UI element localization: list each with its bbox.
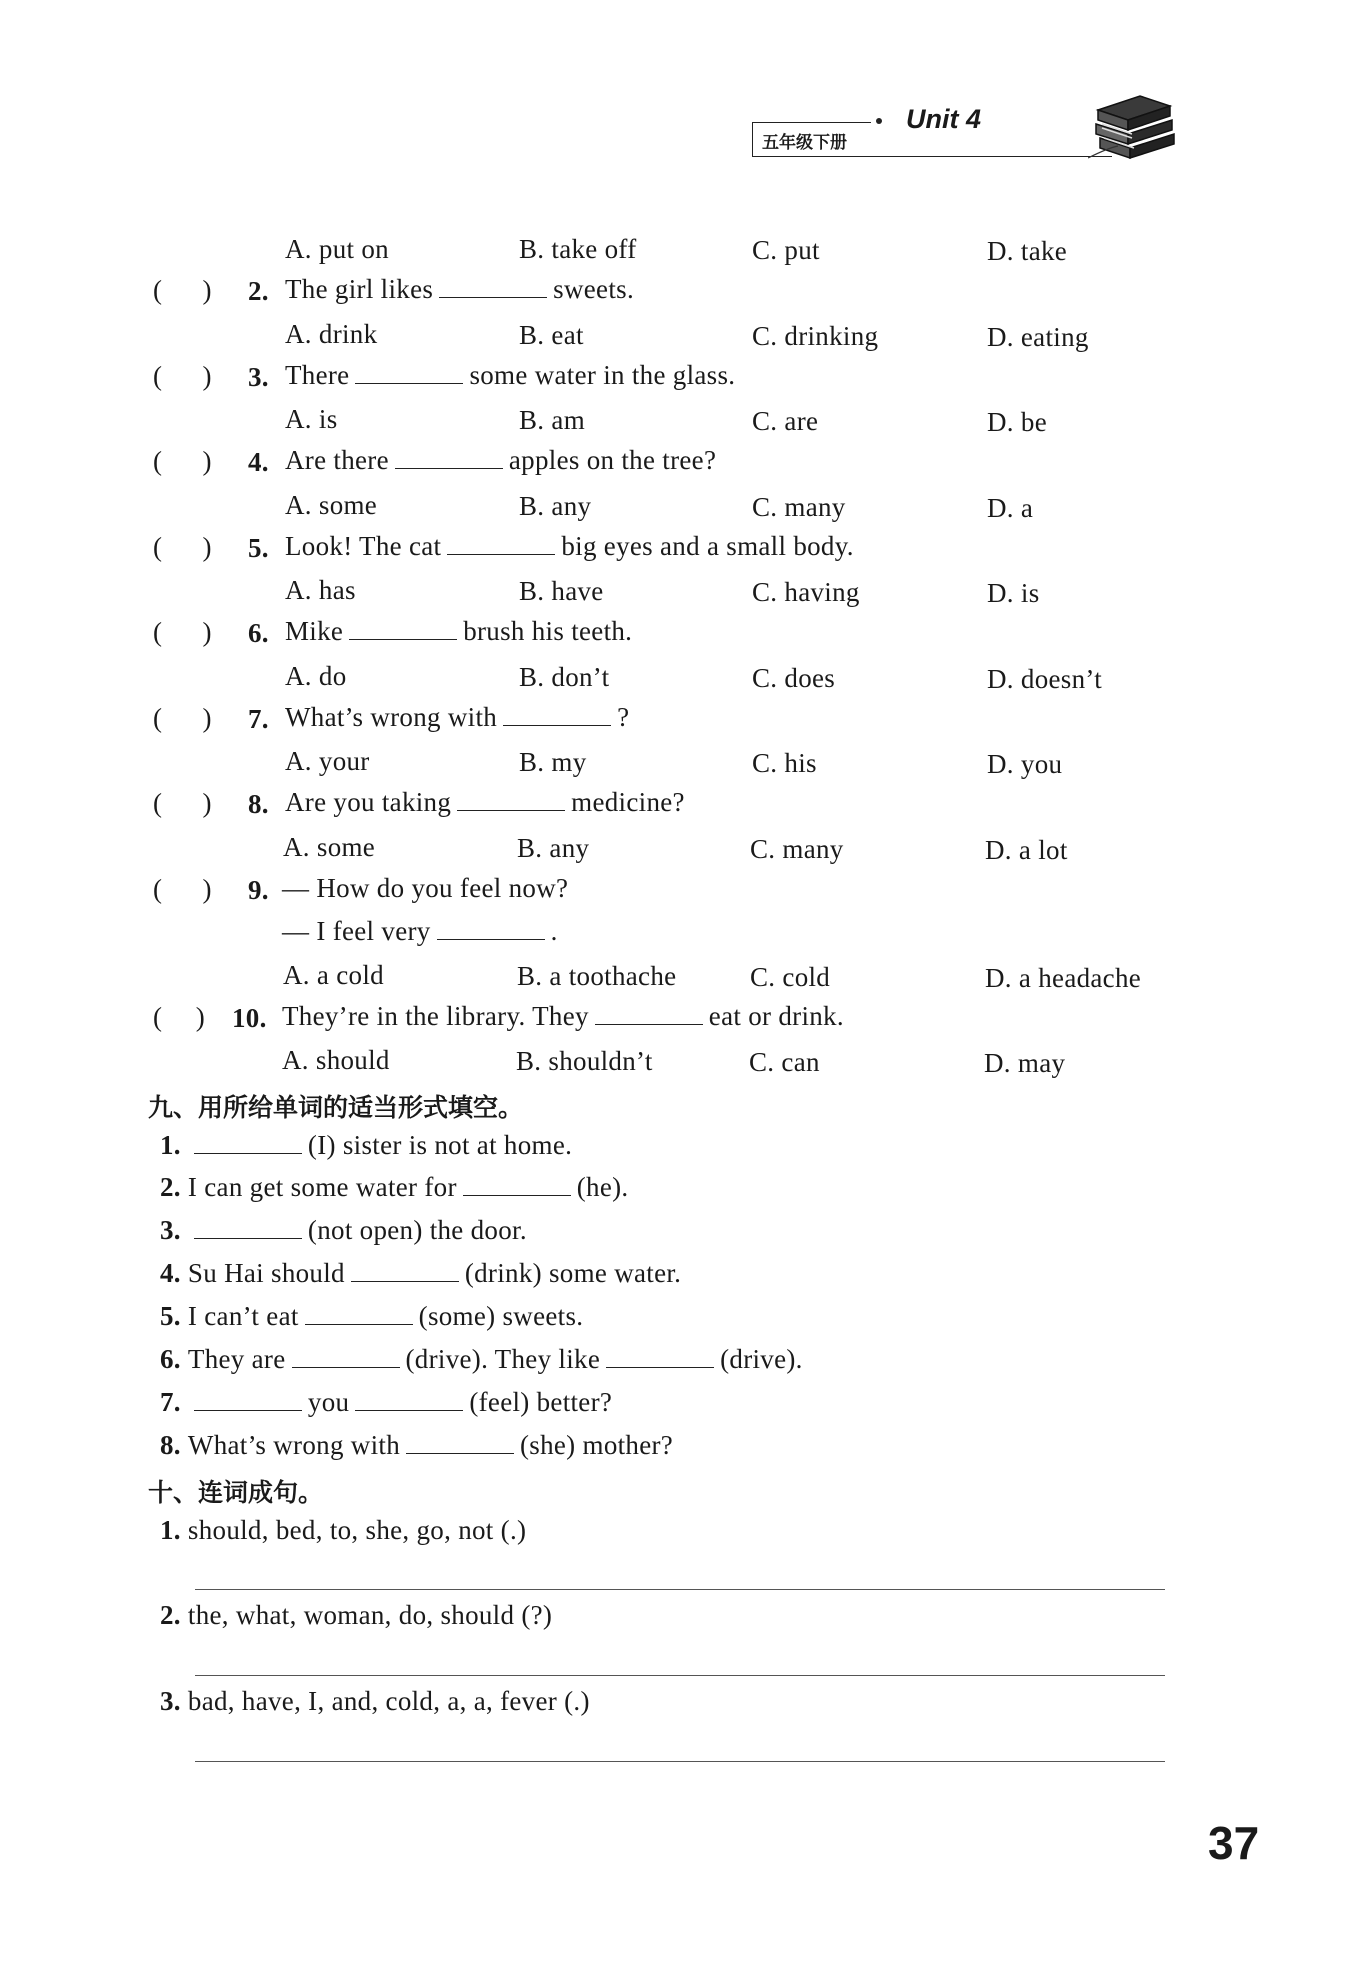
option-d: D. take [987,236,1068,266]
option-b: B. am [519,405,585,435]
fill-item-4: 4. Su Hai should (drink) some water. [160,1258,682,1288]
question-number: 3. [248,362,269,392]
section-title: 九、用所给单词的适当形式填空。 [148,1093,524,1122]
unit-title: Unit 4 [906,104,982,134]
blank[interactable] [194,1388,302,1411]
option-d: D. a [987,493,1034,523]
blank[interactable] [194,1216,302,1239]
answer-bracket[interactable]: ( ) [153,532,212,562]
answer-bracket[interactable]: ( ) [153,788,212,818]
blank[interactable] [305,1302,413,1325]
option-b: B. don’t [519,662,610,692]
books-icon [1088,88,1180,167]
option-d: D. a lot [985,835,1068,865]
option-b: B. have [519,576,604,606]
blank[interactable] [194,1131,302,1154]
fill-item-8: 8. What’s wrong with (she) mother? [160,1430,674,1460]
option-a: A. has [285,575,356,605]
option-b: B. take off [519,234,637,264]
option-c: C. can [749,1047,820,1077]
blank[interactable] [457,788,565,811]
blank[interactable] [355,361,463,384]
option-d: D. may [984,1048,1066,1078]
option-c: C. many [752,492,846,522]
header-dot [876,118,882,124]
option-b: B. shouldn’t [516,1046,653,1076]
option-b: B. any [517,833,590,863]
blank[interactable] [406,1431,514,1454]
question-text: Mike brush his teeth. [285,616,633,646]
question-number: 10. [232,1003,267,1033]
question-text: What’s wrong with ? [285,702,630,732]
fill-item-3: 3. (not open) the door. [160,1215,527,1245]
question-number: 9. [248,875,269,905]
option-a: A. a cold [283,960,384,990]
blank[interactable] [503,703,611,726]
option-a: A. should [282,1045,390,1075]
answer-bracket[interactable]: ( ) [153,1002,205,1032]
dialogue-line-2: — I feel very . [282,916,558,946]
blank[interactable] [595,1002,703,1025]
fill-item-5: 5. I can’t eat (some) sweets. [160,1301,584,1331]
reorder-item-3: 3. bad, have, I, and, cold, a, a, fever (.) [160,1686,590,1716]
blank[interactable] [437,917,545,940]
option-c: C. drinking [752,321,879,351]
answer-bracket[interactable]: ( ) [153,617,212,647]
question-text: The girl likes sweets. [285,274,635,304]
question-number: 4. [248,447,269,477]
question-number: 2. [248,276,269,306]
answer-line[interactable] [195,1675,1165,1676]
blank[interactable] [351,1259,459,1282]
fill-item-2: 2. I can get some water for (he). [160,1172,629,1202]
section-title: 十、连词成句。 [148,1478,324,1507]
question-number: 7. [248,704,269,734]
question-text: Look! The cat big eyes and a small body. [285,531,854,561]
option-c: C. many [750,834,844,864]
page-number: 37 [1208,1817,1260,1869]
option-b: B. a toothache [517,961,677,991]
reorder-item-1: 1. should, bed, to, she, go, not (.) [160,1515,527,1545]
question-text: They’re in the library. They eat or drink. [282,1001,844,1031]
blank[interactable] [355,1388,463,1411]
blank[interactable] [439,275,547,298]
blank[interactable] [395,446,503,469]
question-text: There some water in the glass. [285,360,736,390]
answer-bracket[interactable]: ( ) [153,361,212,391]
option-c: C. having [752,577,860,607]
fill-item-1: 1. (I) sister is not at home. [160,1130,573,1160]
blank[interactable] [447,532,555,555]
option-d: D. a headache [985,963,1142,993]
reorder-item-2: 2. the, what, woman, do, should (?) [160,1600,553,1630]
option-c: C. cold [750,962,831,992]
option-d: D. you [987,749,1063,779]
option-a: A. do [285,661,347,691]
question-number: 8. [248,789,269,819]
option-a: A. some [285,490,378,520]
option-d: D. doesn’t [987,664,1102,694]
header-divider [752,156,1112,157]
option-d: D. is [987,578,1040,608]
answer-bracket[interactable]: ( ) [153,275,212,305]
question-text: Are there apples on the tree? [285,445,717,475]
option-d: D. be [987,407,1047,437]
option-d: D. eating [987,322,1089,352]
option-b: B. my [519,747,587,777]
option-b: B. eat [519,320,584,350]
fill-item-6: 6. They are (drive). They like (drive). [160,1344,803,1374]
fill-item-7: 7. you (feel) better? [160,1387,613,1417]
option-a: A. drink [285,319,378,349]
option-a: A. is [285,404,338,434]
answer-bracket[interactable]: ( ) [153,446,212,476]
grade-label: 五年级下册 [762,133,847,153]
question-number: 5. [248,533,269,563]
dialogue-line-1: — How do you feel now? [282,873,569,903]
answer-bracket[interactable]: ( ) [153,703,212,733]
answer-bracket[interactable]: ( ) [153,874,212,904]
option-c: C. does [752,663,836,693]
option-c: C. his [752,748,817,778]
blank[interactable] [292,1345,400,1368]
option-a: A. some [283,832,376,862]
blank[interactable] [463,1173,571,1196]
option-c: C. are [752,406,819,436]
option-b: B. any [519,491,592,521]
option-a: A. your [285,746,370,776]
option-c: C. put [752,235,820,265]
question-number: 6. [248,618,269,648]
blank[interactable] [349,617,457,640]
option-a: A. put on [285,234,389,264]
blank[interactable] [606,1345,714,1368]
answer-line[interactable] [195,1761,1165,1762]
question-text: Are you taking medicine? [285,787,685,817]
answer-line[interactable] [195,1589,1165,1590]
